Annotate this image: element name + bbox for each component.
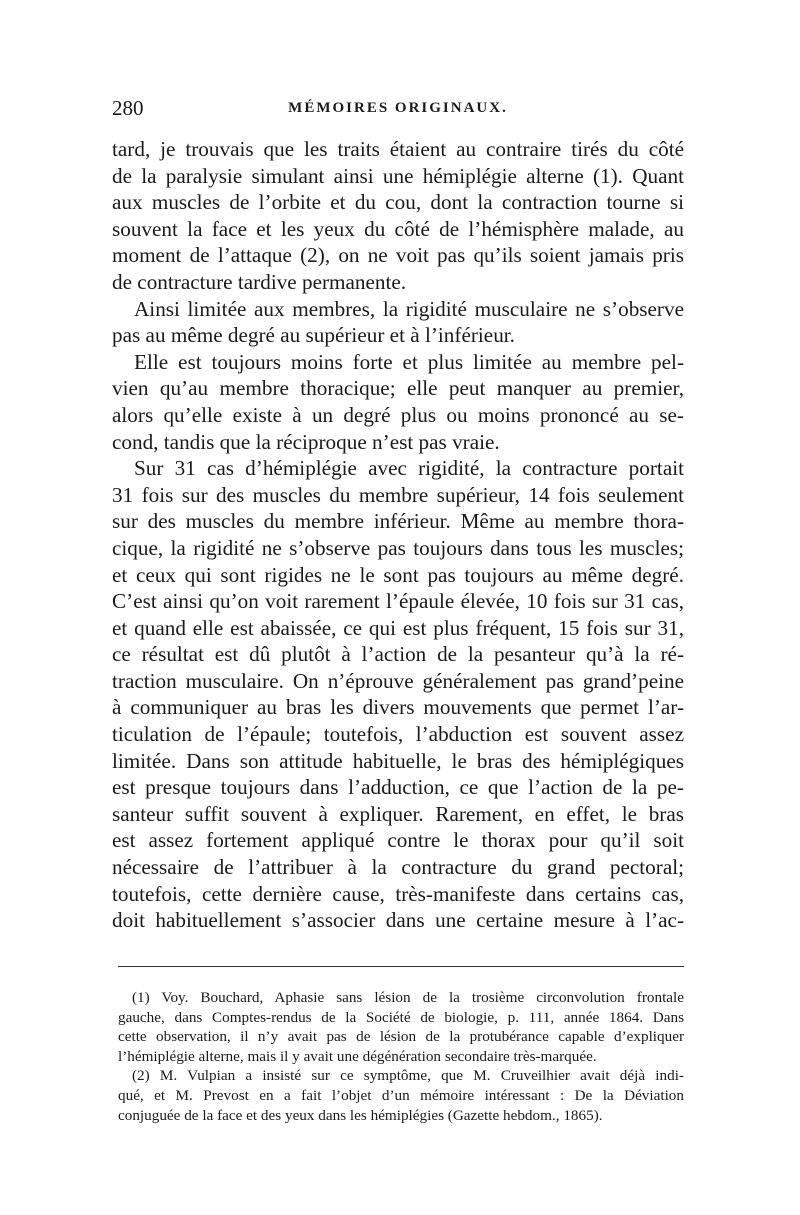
paragraph	[112, 455, 684, 934]
text-line: traction musculaire. On n’éprouve généralement pas grand’peine	[112, 668, 684, 693]
text-line: cond, tandis que la réciproque n’est pas vraie.	[112, 429, 500, 454]
footnote-line: qué, et M. Prevost en a fait l’objet d’un mémoire intéressant : De la Déviation	[118, 1086, 684, 1104]
text-line: de contracture tardive permanente.	[112, 269, 407, 294]
body-text	[112, 136, 684, 934]
paragraph	[112, 136, 684, 296]
text-line: alors qu’elle existe à un degré plus ou moins prononcé au se-	[112, 402, 684, 427]
paragraph	[112, 349, 684, 455]
text-line: de la paralysie simulant ainsi une hémiplégie alterne (1). Quant	[112, 163, 684, 188]
text-line: à communiquer au bras les divers mouvements que permet l’ar-	[112, 695, 684, 720]
text-line: Elle est toujours moins forte et plus limitée au membre pel-	[134, 349, 684, 374]
footnote-line: (2) M. Vulpian a insisté sur ce symptôme, que M. Cruveilhier avait déjà indi-	[132, 1067, 684, 1085]
text-line: limitée. Dans son attitude habituelle, le bras des hémiplégiques	[112, 748, 684, 773]
text-line: aux muscles de l’orbite et du cou, dont la contraction tourne si	[112, 190, 684, 215]
footnote-line: gauche, dans Comptes-rendus de la Société de biologie, p. 111, année 1864. Dans	[118, 1008, 684, 1026]
text-line: vien qu’au membre thoracique; elle peut manquer au premier,	[112, 376, 684, 401]
text-line: et quand elle est abaissée, ce qui est plus fréquent, 15 fois sur 31,	[112, 615, 684, 640]
text-line: Ainsi limitée aux membres, la rigidité musculaire ne s’observe	[134, 296, 684, 321]
page-header	[112, 96, 684, 126]
text-line: tard, je trouvais que les traits étaient au contraire tirés du côté	[112, 137, 684, 161]
text-line: souvent la face et les yeux du côté de l’hémisphère malade, au	[112, 216, 684, 241]
footnote-divider	[118, 966, 684, 967]
text-line: et ceux qui sont rigides ne le sont pas toujours au même degré.	[112, 562, 684, 587]
footnote	[118, 1066, 684, 1125]
text-line: C’est ainsi qu’on voit rarement l’épaule élevée, 10 fois sur 31 cas,	[112, 589, 684, 614]
text-line: est assez fortement appliqué contre le thorax pour qu’il soit	[112, 828, 684, 853]
footnote-line: conjuguée de la face et des yeux dans les hémiplégies (Gazette hebdom., 1865).	[118, 1106, 603, 1124]
footnotes	[118, 988, 684, 1125]
text-line: ce résultat est dû plutôt à l’action de la pesanteur qu’à la ré-	[112, 642, 684, 667]
text-line: pas au même degré au supérieur et à l’inférieur.	[112, 323, 515, 348]
paragraph	[112, 296, 684, 349]
text-line: cique, la rigidité ne s’observe pas toujours dans tous les muscles;	[112, 535, 684, 560]
text-line: 31 fois sur des muscles du membre supérieur, 14 fois seulement	[112, 482, 684, 507]
text-line: est presque toujours dans l’adduction, ce que l’action de la pe-	[112, 775, 684, 800]
footnote-line: cette observation, il n’y avait pas de lésion de la protubérance capable d’expliquer	[118, 1028, 684, 1046]
text-line: doit habituellement s’associer dans une certaine mesure à l’ac-	[112, 908, 684, 933]
page-number: 280	[112, 96, 144, 120]
text-line: Sur 31 cas d’hémiplégie avec rigidité, la contracture portait	[134, 456, 684, 481]
running-head: MÉMOIRES ORIGINAUX.	[288, 100, 508, 116]
text-line: ticulation de l’épaule; toutefois, l’abduction est souvent assez	[112, 722, 684, 747]
footnote-line: l’hémiplégie alterne, mais il y avait une dégénération secondaire très-marquée.	[118, 1047, 597, 1065]
footnote-line: (1) Voy. Bouchard, Aphasie sans lésion de la trosième circonvolution frontale	[132, 989, 684, 1006]
text-line: sur des muscles du membre inférieur. Même au membre thora-	[112, 509, 684, 534]
text-line: moment de l’attaque (2), on ne voit pas qu’ils soient jamais pris	[112, 243, 684, 268]
text-line: toutefois, cette dernière cause, très-manifeste dans certains cas,	[112, 881, 684, 906]
text-line: santeur suffit souvent à expliquer. Rarement, en effet, le bras	[112, 801, 684, 826]
footnote	[118, 988, 684, 1066]
text-line: nécessaire de l’attribuer à la contracture du grand pectoral;	[112, 855, 684, 880]
